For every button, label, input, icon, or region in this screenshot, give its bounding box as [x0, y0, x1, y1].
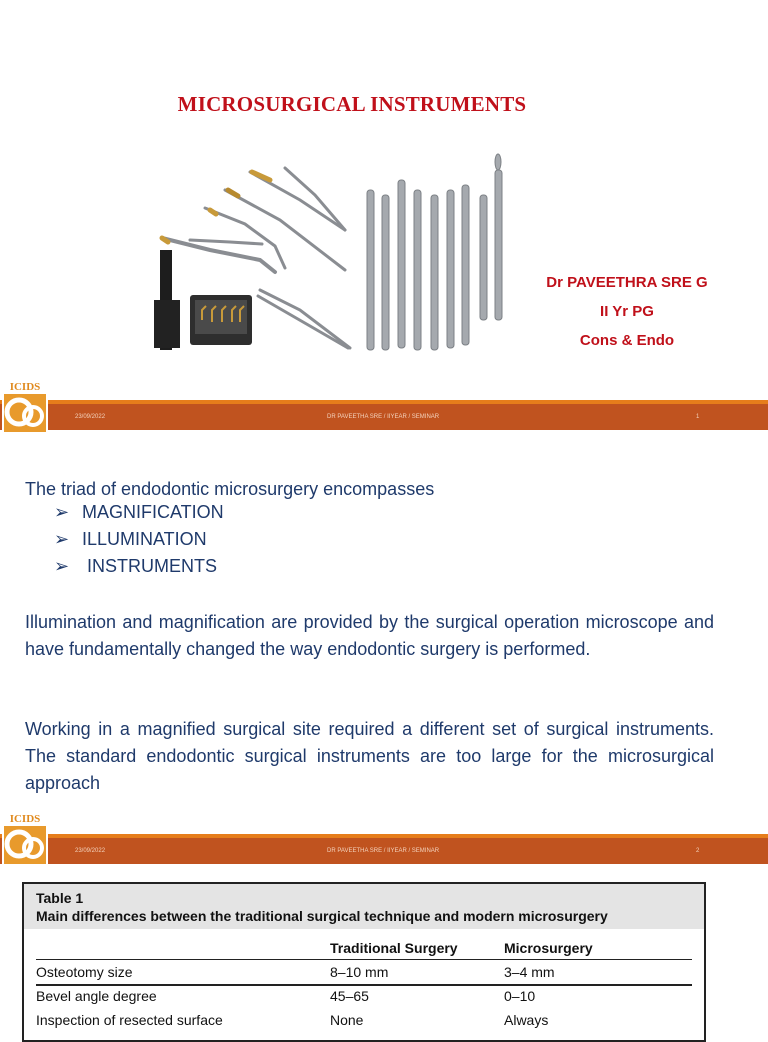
table-cell: Osteotomy size [36, 964, 133, 980]
tips-tray-icon [190, 295, 252, 345]
footer-page-number: 1 [696, 414, 700, 420]
intro-text: The triad of endodontic microsurgery encompasses [25, 479, 435, 499]
bullet-item: ➢ MAGNIFICATION [54, 502, 224, 522]
column-header: Traditional Surgery [330, 940, 458, 956]
footer-page-number: 2 [696, 848, 700, 854]
slide-title: MICROSURGICAL INSTRUMENTS [177, 92, 527, 116]
author-dept: Cons & Endo [579, 332, 675, 349]
table-cell: 8–10 mm [330, 964, 389, 980]
bullet-item: ➢ ILLUMINATION [54, 529, 207, 549]
instruments-image [150, 150, 520, 360]
arrow-bullet-icon: ➢ [54, 556, 70, 576]
arrow-bullet-icon: ➢ [54, 502, 70, 522]
table-cell: 0–10 [504, 988, 536, 1004]
column-header: Microsurgery [504, 940, 593, 956]
logo-text: ICIDS [9, 381, 41, 393]
author-year: II Yr PG [600, 303, 654, 320]
logo-text: ICIDS [9, 813, 41, 825]
table-cell: Inspection of resected surface [36, 1012, 223, 1028]
footer-band [0, 400, 768, 430]
paragraph-illumination: Illumination and magnification are provided by the surgical operation microscope and have fundamentally changed the way endodontic surgery is performed. [25, 612, 714, 659]
bullet-item: ➢ INSTRUMENTS [54, 556, 217, 576]
arrow-bullet-icon: ➢ [54, 529, 70, 549]
table-cell: None [330, 1012, 364, 1028]
author-name: Dr PAVEETHRA SRE G [546, 274, 708, 291]
college-logo-icon [2, 810, 48, 866]
hand-instruments-icon [367, 154, 502, 350]
footer-date: 23/09/2022 [75, 848, 106, 854]
table-caption: Main differences between the traditional surgical technique and modern microsurgery [36, 908, 608, 924]
footer-center-text: DR PAVEETHA SRE / IIYEAR / SEMINAR [327, 414, 440, 420]
table-cell: Bevel angle degree [36, 988, 157, 1004]
comparison-table [22, 882, 706, 1042]
table-cell: 45–65 [330, 988, 369, 1004]
table-cell: Always [504, 1012, 549, 1028]
footer-date: 23/09/2022 [75, 414, 106, 420]
footer-center-text: DR PAVEETHA SRE / IIYEAR / SEMINAR [327, 848, 440, 854]
table-label: Table 1 [36, 890, 84, 906]
table-header [24, 884, 704, 929]
footer-band [0, 834, 768, 864]
college-logo-icon [2, 378, 48, 434]
paragraph-instruments: Working in a magnified surgical site required a different set of surgical instruments. The standard endodontic surgical instruments are too large for the microsurgical approach [25, 719, 714, 793]
table-cell: 3–4 mm [504, 964, 555, 980]
